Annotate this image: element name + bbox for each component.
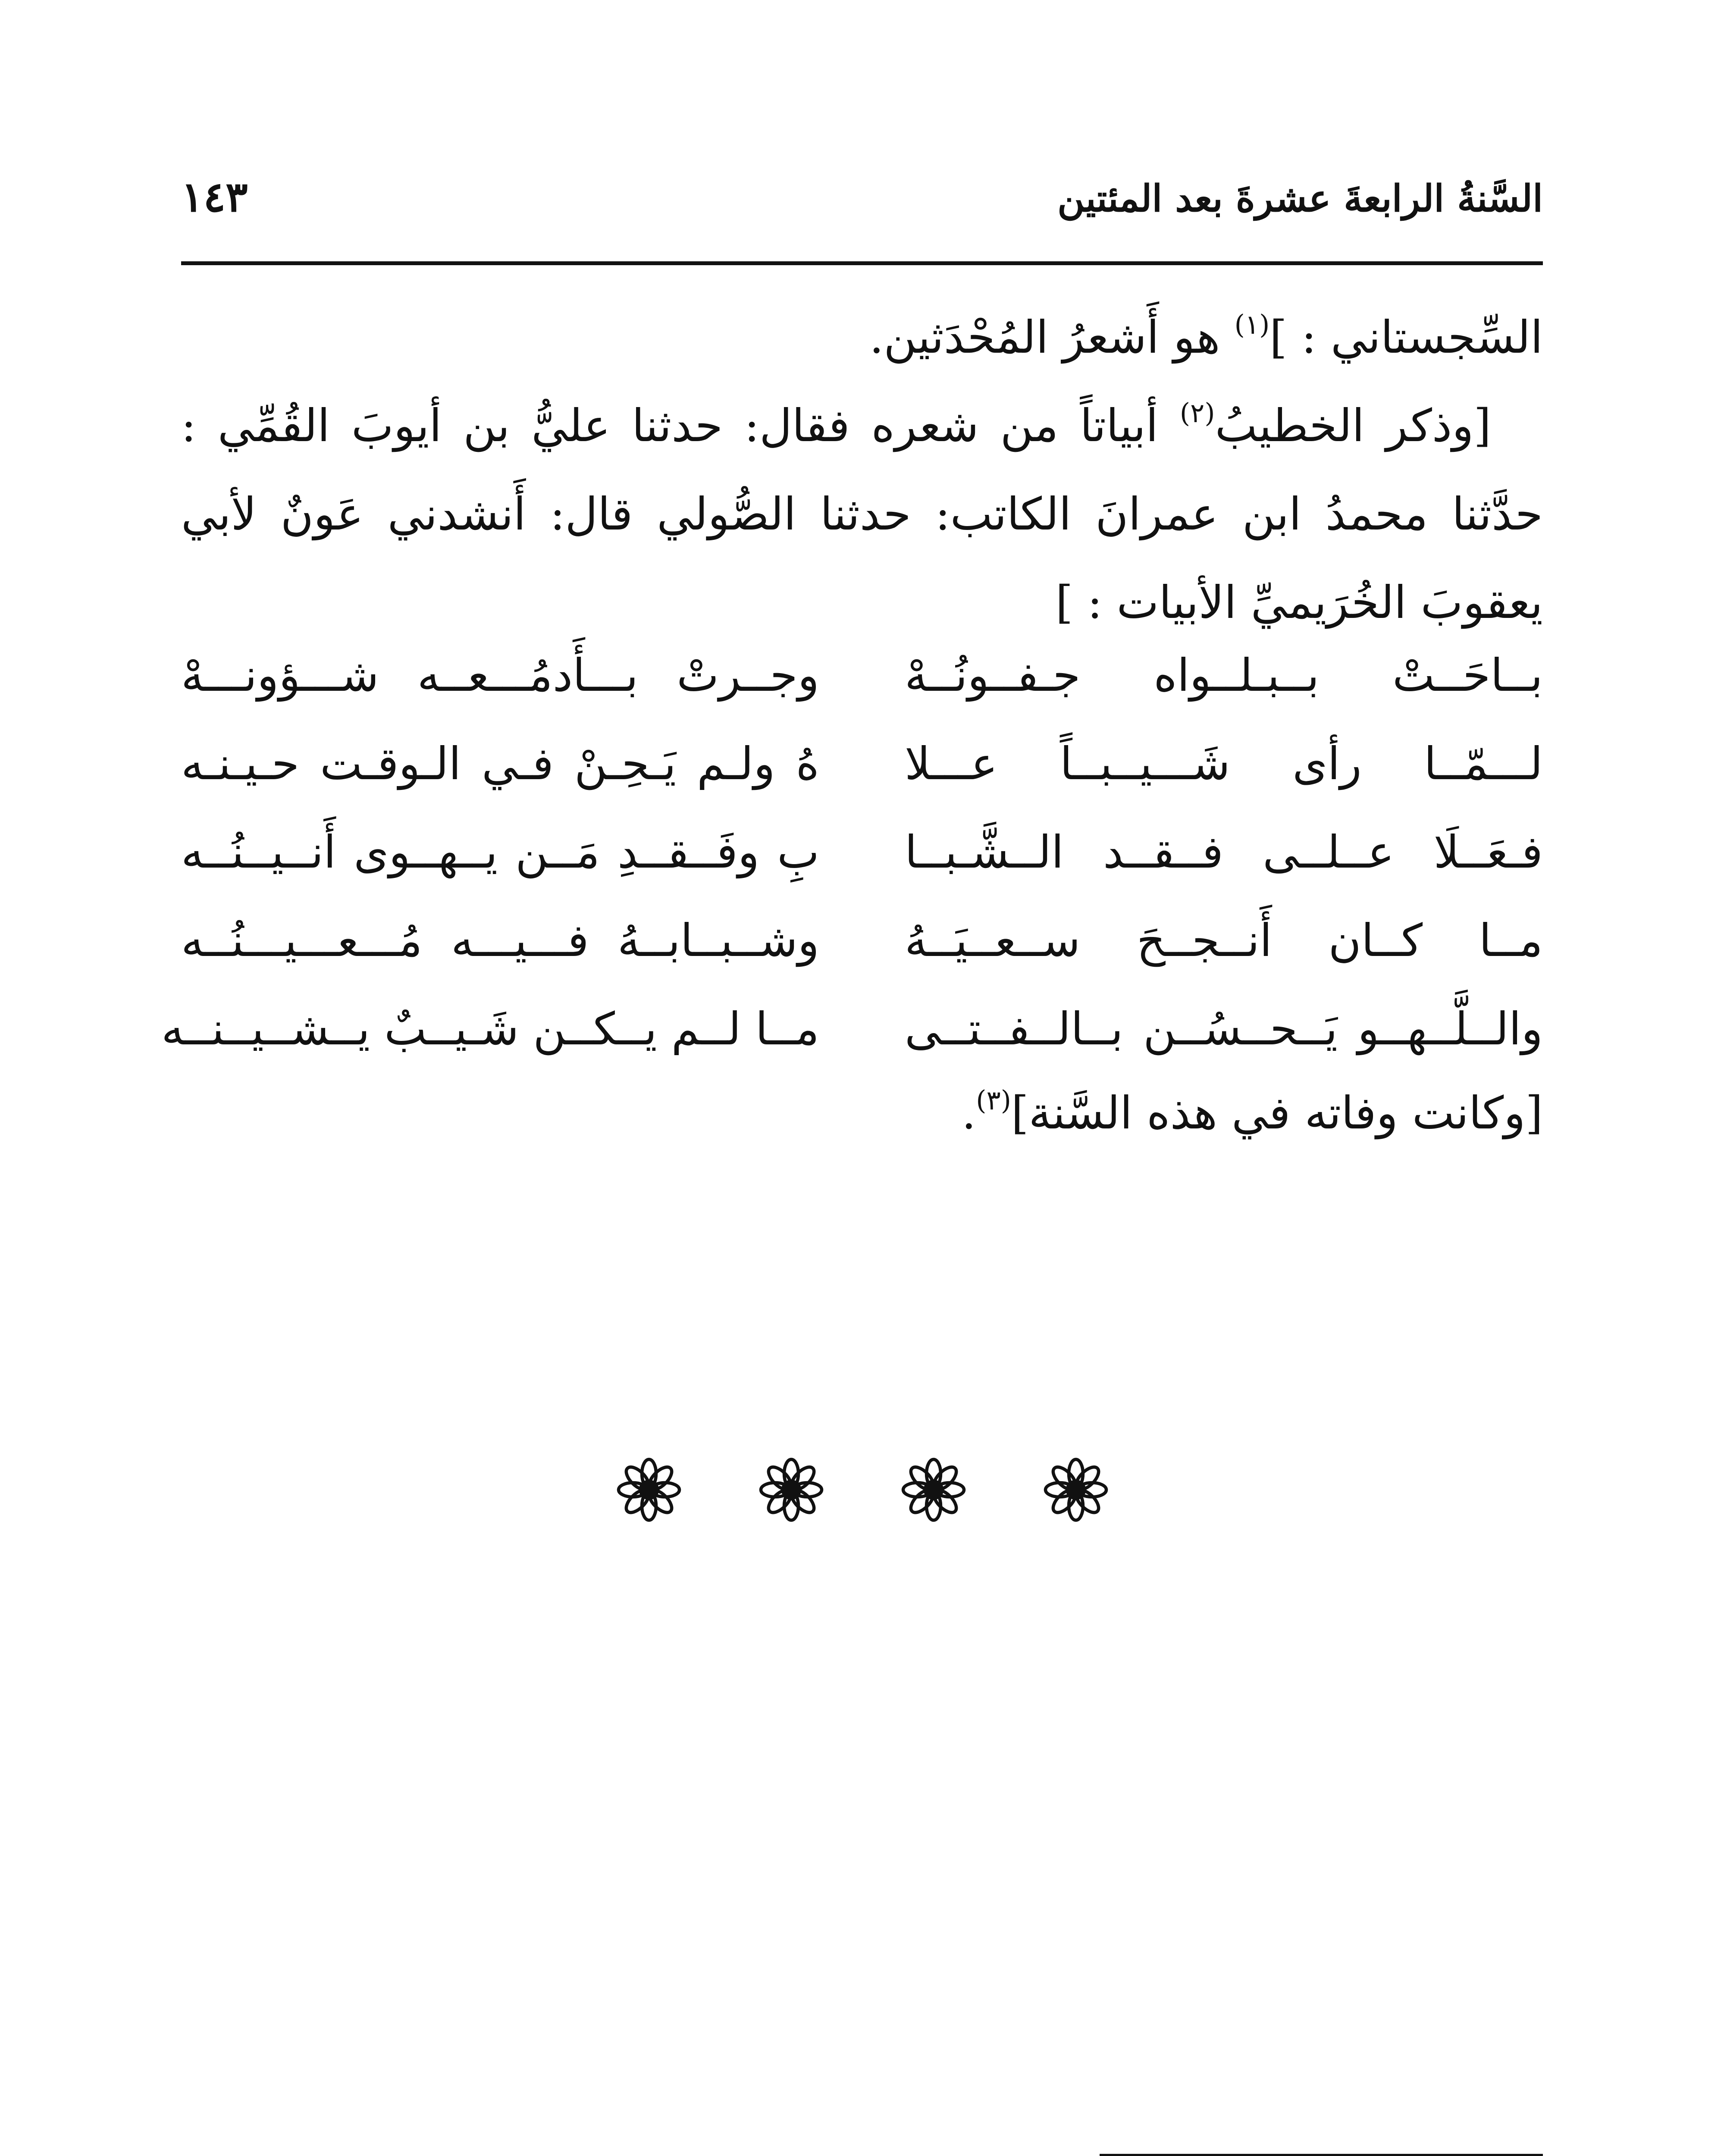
- closing-text: [وكانت وفاته في هذه السَّنة]: [1011, 1087, 1543, 1139]
- flower-ornament-icon: [617, 1457, 681, 1522]
- verse-second-hemistich: بِ وفَــقــدِ مَــن يــهــوى أَنــيــنُــه: [181, 826, 819, 878]
- verse-second-hemistich: وجــرتْ بـــأَدمُـــعــه شـــؤونـــهْ: [181, 649, 819, 702]
- verse-line: [161, 1003, 1543, 1091]
- header-rule: [181, 261, 1543, 265]
- flower-ornament-icon: [759, 1457, 824, 1522]
- verse-second-hemistich: هُ ولـم يَـحِـنْ فـي الـوقـت حـيـنـه: [181, 737, 819, 790]
- page-number: ١٤٣: [181, 172, 248, 221]
- para1-text-start: السِّجستاني : ]: [1269, 311, 1543, 364]
- verse-line: [181, 737, 1543, 826]
- verse-second-hemistich: مــا لــم يــكــن شَـيــبٌ يــشــيــنــه: [161, 1003, 819, 1055]
- section-divider-ornaments: [617, 1457, 1108, 1522]
- verse-first-hemistich: بــاحَــتْ بــبـلــواه جـفــونُــهْ: [905, 649, 1543, 702]
- paragraph-1: [181, 293, 1543, 382]
- verse-second-hemistich: وشــبــابــهُ فـــيـــه مُـــعـــيـــنُــه: [181, 914, 819, 967]
- para1-text-end: هو أَشعرُ المُحْدَثين.: [869, 311, 1235, 364]
- footnote-separator: [1100, 2154, 1543, 2156]
- closing-line: [962, 1084, 1543, 1139]
- verse-first-hemistich: لـــمّــا رأى شَـــيــبــاً عـــلا: [905, 737, 1543, 790]
- verse-line: [181, 649, 1543, 737]
- para2-text-start: [وذكر الخطيبُ: [1215, 399, 1491, 452]
- verse-line: [181, 826, 1543, 914]
- paragraph-2: [181, 382, 1543, 647]
- running-title: السَّنةُ الرابعةَ عشرةَ بعد المئتين: [1057, 177, 1543, 220]
- para2-text-end: أبياتاً من شعره فقال: حدثنا عليُّ بن أيوبَ القُمِّي : حدَّثنا محمدُ ابن عمرانَ الكاتب: حدثنا الصُّولي قال: أَنشدني عَونٌ لأبي يعقوبَ الخُرَيميِّ الأبيات : ]: [181, 399, 1543, 629]
- closing-period: .: [962, 1087, 976, 1139]
- verse-first-hemistich: مــا كــان أَنــجــحَ ســعــيَــهُ: [905, 914, 1543, 967]
- body-text: [181, 293, 1543, 647]
- page-header: [181, 172, 1543, 237]
- flower-ornament-icon: [901, 1457, 966, 1522]
- footnote-marker-2: (٢): [1179, 397, 1215, 429]
- verse-first-hemistich: والــلَّــهــو يَــحــسُــن بــالــفــتــى: [905, 1003, 1543, 1055]
- verse-line: [181, 914, 1543, 1003]
- flower-ornament-icon: [1044, 1457, 1108, 1522]
- poem: [161, 649, 1543, 1091]
- footnote-marker-3: (٣): [976, 1084, 1011, 1116]
- verse-first-hemistich: فـعَــلَا عــلــى فــقــد الــشَّـبــا: [905, 826, 1543, 878]
- footnote-marker-1: (١): [1234, 309, 1270, 340]
